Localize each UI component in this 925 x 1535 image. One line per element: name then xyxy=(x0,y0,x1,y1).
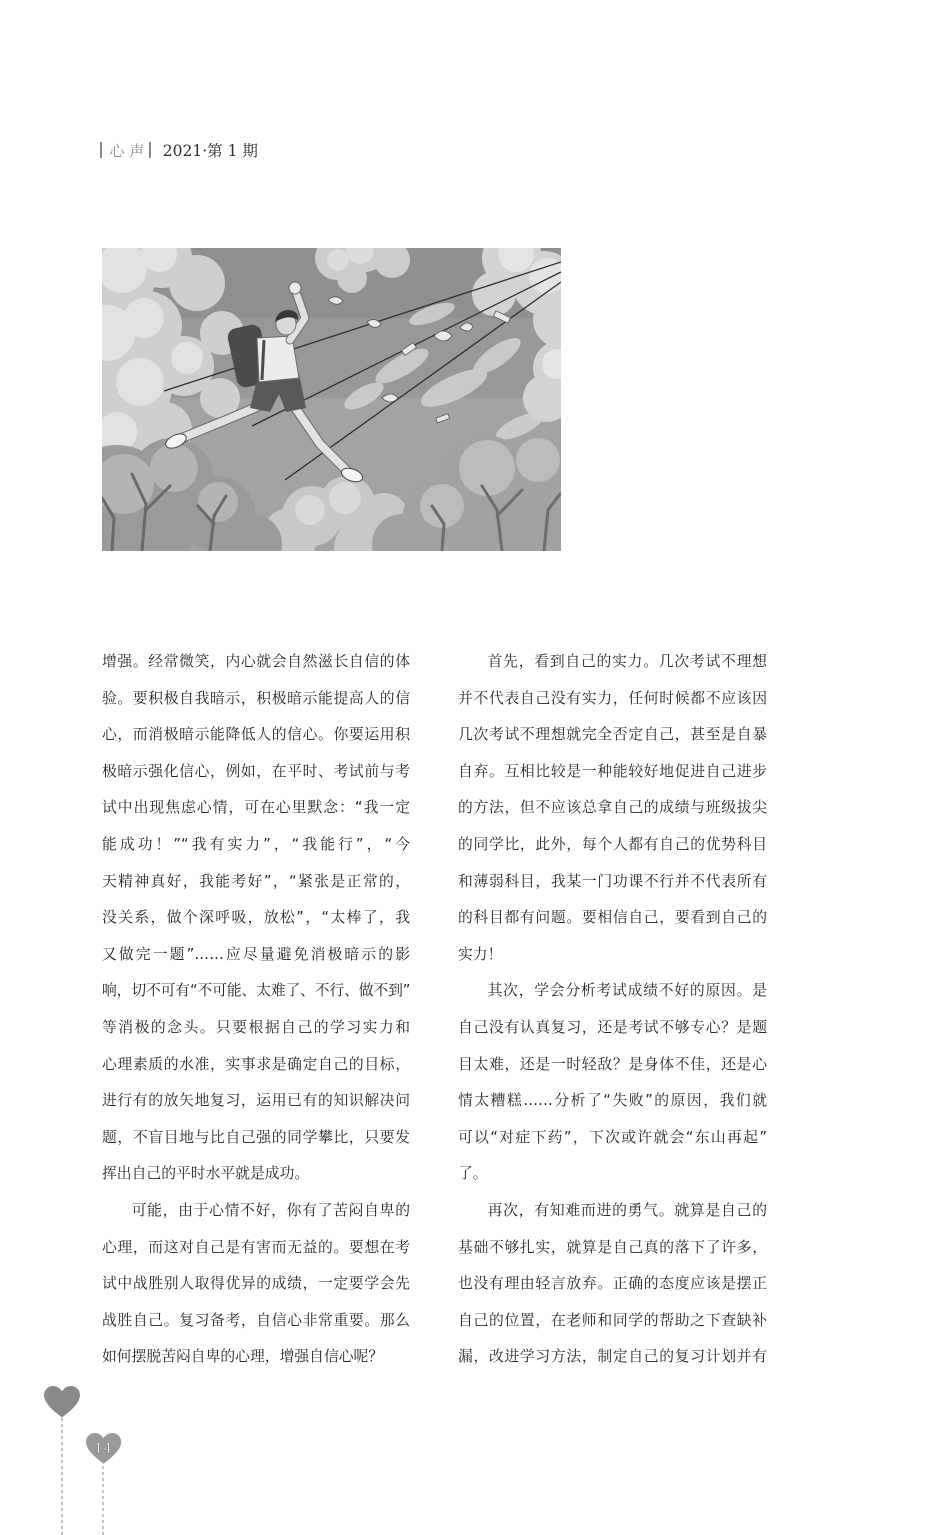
text-line: 的方法，但不应该总拿自己的成绩与班级拔尖 xyxy=(458,799,767,817)
text-line: 极暗示强化信心，例如，在平时、考试前与考 xyxy=(102,762,410,780)
boy-figure-part xyxy=(289,282,301,294)
text-line: 的科目都有问题。要相信自己，要看到自己的 xyxy=(458,909,767,927)
text-line: 试中出现焦虑心情，可在心里默念：“我一定 xyxy=(102,799,410,817)
text-line: 挥出自己的平时水平就是成功。 xyxy=(102,1165,310,1183)
text-line: 可以“对症下药”，下次或许就会“东山再起” xyxy=(458,1128,767,1146)
text-line: 响，切不可有“不可能、太难了、不行、做不到” xyxy=(102,982,410,1000)
text-line: 等消极的念头。只要根据自己的学习实力和 xyxy=(102,1018,410,1036)
text-line: 情太糟糕……分析了“失败”的原因，我们就 xyxy=(458,1092,767,1110)
text-line: 实力！ xyxy=(458,945,503,963)
text-line: 了。 xyxy=(458,1165,488,1183)
tree-cluster-right-part-part xyxy=(459,440,515,496)
article-right-column xyxy=(458,644,767,1376)
text-line: 题，不盲目地与比自己强的同学攀比，只要发 xyxy=(102,1128,410,1146)
text-line: 增强。经常微笑，内心就会自然滋长自信的体 xyxy=(102,653,410,670)
paragraph xyxy=(458,644,767,973)
text-line: 心理素质的水准，实事求是确定自己的目标， xyxy=(102,1055,410,1073)
text-line: 自己的位置，在老师和同学的帮助之下查缺补 xyxy=(458,1311,767,1329)
text-line: 再次，有知难而进的勇气。就算是自己的 xyxy=(487,1201,767,1219)
text-line: 心，而消极暗示能降低人的信心。你要运用积 xyxy=(102,726,410,744)
header-divider xyxy=(149,142,151,158)
text-line: 和薄弱科目，我某一门功课不行并不代表所有 xyxy=(458,872,767,890)
text-line: 验。要积极自我暗示，积极暗示能提高人的信 xyxy=(102,689,410,707)
text-line: 的同学比，此外，每个人都有自己的优势科目 xyxy=(458,835,767,853)
clouds-part-part xyxy=(295,495,325,525)
clouds-part-part xyxy=(329,482,361,514)
paragraph xyxy=(102,1193,410,1376)
clouds-part-part xyxy=(171,342,203,374)
text-line: 进行有的放矢地复习，运用已有的知识解决问 xyxy=(102,1092,410,1110)
text-line: 如何摆脱苦闷自卑的心理，增强自信心呢？ xyxy=(102,1348,384,1366)
page-number: 14 xyxy=(94,1441,112,1457)
text-line: 没关系，做个深呼吸，放松”，“太棒了，我 xyxy=(102,909,410,927)
tree-cluster-right-part-part xyxy=(516,438,560,482)
clouds-part-part xyxy=(169,255,225,311)
text-line: 试中战胜别人取得优异的成绩，一定要学会先 xyxy=(102,1275,410,1293)
text-line: 自弃。互相比较是一种能较好地促进自己进步 xyxy=(458,762,767,780)
heart-decoration xyxy=(30,1380,130,1535)
text-line: 心理，而这对自己是有害而无益的。要想在考 xyxy=(102,1238,410,1256)
text-line: 天精神真好，我能考好”，“紧张是正常的， xyxy=(102,872,410,890)
illustration xyxy=(102,248,561,551)
text-line: 也没有理由轻言放弃。正确的态度应该是摆正 xyxy=(458,1275,767,1293)
boy-figure-part xyxy=(262,340,264,380)
tree-cluster-left-part-part xyxy=(198,482,238,522)
text-line: 战胜自己。复习备考，自信心非常重要。那么 xyxy=(102,1311,410,1329)
text-line: 可能，由于心情不好，你有了苦闷自卑的 xyxy=(131,1201,410,1219)
tree-cluster-left-part-part xyxy=(150,444,198,492)
clouds-part-part xyxy=(124,298,164,338)
clouds-part-part xyxy=(327,249,349,271)
page-footer-decoration xyxy=(30,1380,130,1535)
running-header xyxy=(100,141,258,159)
article-left-column xyxy=(102,644,410,1376)
clouds-part-part xyxy=(116,358,164,406)
text-line: 漏，改进学习方法，制定自己的复习计划并有 xyxy=(458,1348,767,1366)
heart-icon xyxy=(44,1386,80,1418)
text-line: 基础不够扎实，就算是自己真的落下了许多， xyxy=(458,1238,767,1256)
paragraph xyxy=(458,973,767,1193)
text-line: 并不代表自己没有实力，任何时候都不应该因 xyxy=(458,689,767,707)
text-line: 其次，学会分析考试成绩不好的原因。是 xyxy=(487,982,767,1000)
paragraph xyxy=(458,1193,767,1376)
paragraph xyxy=(102,644,410,1193)
text-line: 几次考试不理想就完全否定自己，甚至是自暴 xyxy=(458,726,767,744)
header-divider xyxy=(100,142,102,158)
illustration-image xyxy=(102,248,561,551)
text-line: 自己没有认真复习，还是考试不够专心？是题 xyxy=(458,1018,767,1036)
text-line: 首先，看到自己的实力。几次考试不理想 xyxy=(487,653,767,670)
text-line: 能成功！”“我有实力”，“我能行”，“今 xyxy=(102,835,410,853)
column-name: 心 声 xyxy=(109,141,145,160)
text-line: 又做完一题”……应尽量避免消极暗示的影 xyxy=(102,945,410,963)
text-line: 目太难，还是一时轻敌？是身体不佳，还是心 xyxy=(458,1055,767,1073)
issue-label: 2021·第 1 期 xyxy=(162,142,258,160)
